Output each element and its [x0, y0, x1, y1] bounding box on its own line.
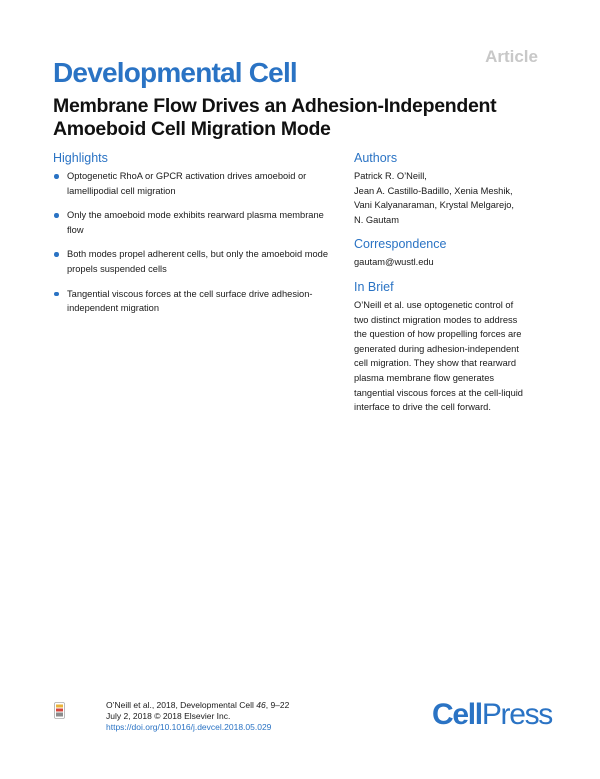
highlights-list: [53, 169, 338, 316]
highlights-section: [53, 151, 338, 326]
highlight-text: Only the amoeboid mode exhibits rearward plasma membrane flow: [67, 210, 324, 235]
highlight-item: [53, 169, 338, 198]
correspondence-heading: Correspondence: [354, 237, 447, 252]
in-brief-text: O’Neill et al. use optogenetic control of two distinct migration modes to address the question of how propelling forces are generated during adhesion-independent cell migration. They show that rearward plasma membrane flow generates tangential viscous forces at the cell-liquid interface to drive the cell forward.: [354, 299, 523, 413]
authors-section: [354, 151, 550, 227]
bullet-icon: [54, 292, 59, 297]
in-brief-heading: In Brief: [354, 279, 394, 294]
in-brief-section: [354, 280, 550, 415]
citation-volume: 46: [256, 700, 266, 710]
logo-cell-text: Cell: [431, 698, 482, 731]
highlight-item: [53, 247, 338, 276]
correspondence-section: [354, 237, 550, 270]
cellpress-logo: [432, 698, 552, 732]
journal-name: Developmental Cell: [53, 57, 297, 88]
highlight-item: [53, 287, 338, 316]
highlight-item: [53, 208, 338, 237]
citation-footer: [106, 700, 289, 733]
citation-date: July 2, 2018 © 2018 Elsevier Inc.: [106, 711, 231, 721]
highlight-text: Optogenetic RhoA or GPCR activation drives amoeboid or lamellipodial cell migration: [67, 171, 307, 196]
highlights-heading: Highlights: [53, 151, 108, 165]
article-title: Membrane Flow Drives an Adhesion-Independent Amoeboid Cell Migration Mode: [53, 95, 497, 140]
authors-heading: Authors: [354, 151, 398, 165]
logo-press-text: Press: [481, 698, 552, 731]
citation-pages: , 9–22: [265, 700, 290, 710]
crossmark-icon[interactable]: [54, 702, 65, 719]
doi-link[interactable]: https://doi.org/10.1016/j.devcel.2018.05.029: [106, 722, 272, 732]
bullet-icon: [54, 213, 59, 218]
bullet-icon: [54, 252, 59, 257]
authors-list: Patrick R. O’Neill, Jean A. Castillo-Badillo, Xenia Meshik, Vani Kalyanaraman, Krystal Melgarejo, N. Gautam: [354, 171, 515, 225]
sidebar-column: [354, 151, 550, 425]
highlight-text: Tangential viscous forces at the cell surface drive adhesion-independent migration: [67, 288, 313, 314]
citation-prefix: O’Neill et al., 2018, Developmental Cell: [106, 700, 257, 710]
highlight-text: Both modes propel adherent cells, but only the amoeboid mode propels suspended cells: [67, 249, 328, 274]
bullet-icon: [54, 174, 59, 179]
citation-line: [106, 700, 289, 711]
correspondence-email[interactable]: gautam@wustl.edu: [354, 257, 434, 268]
article-type-label: Article: [485, 47, 538, 66]
